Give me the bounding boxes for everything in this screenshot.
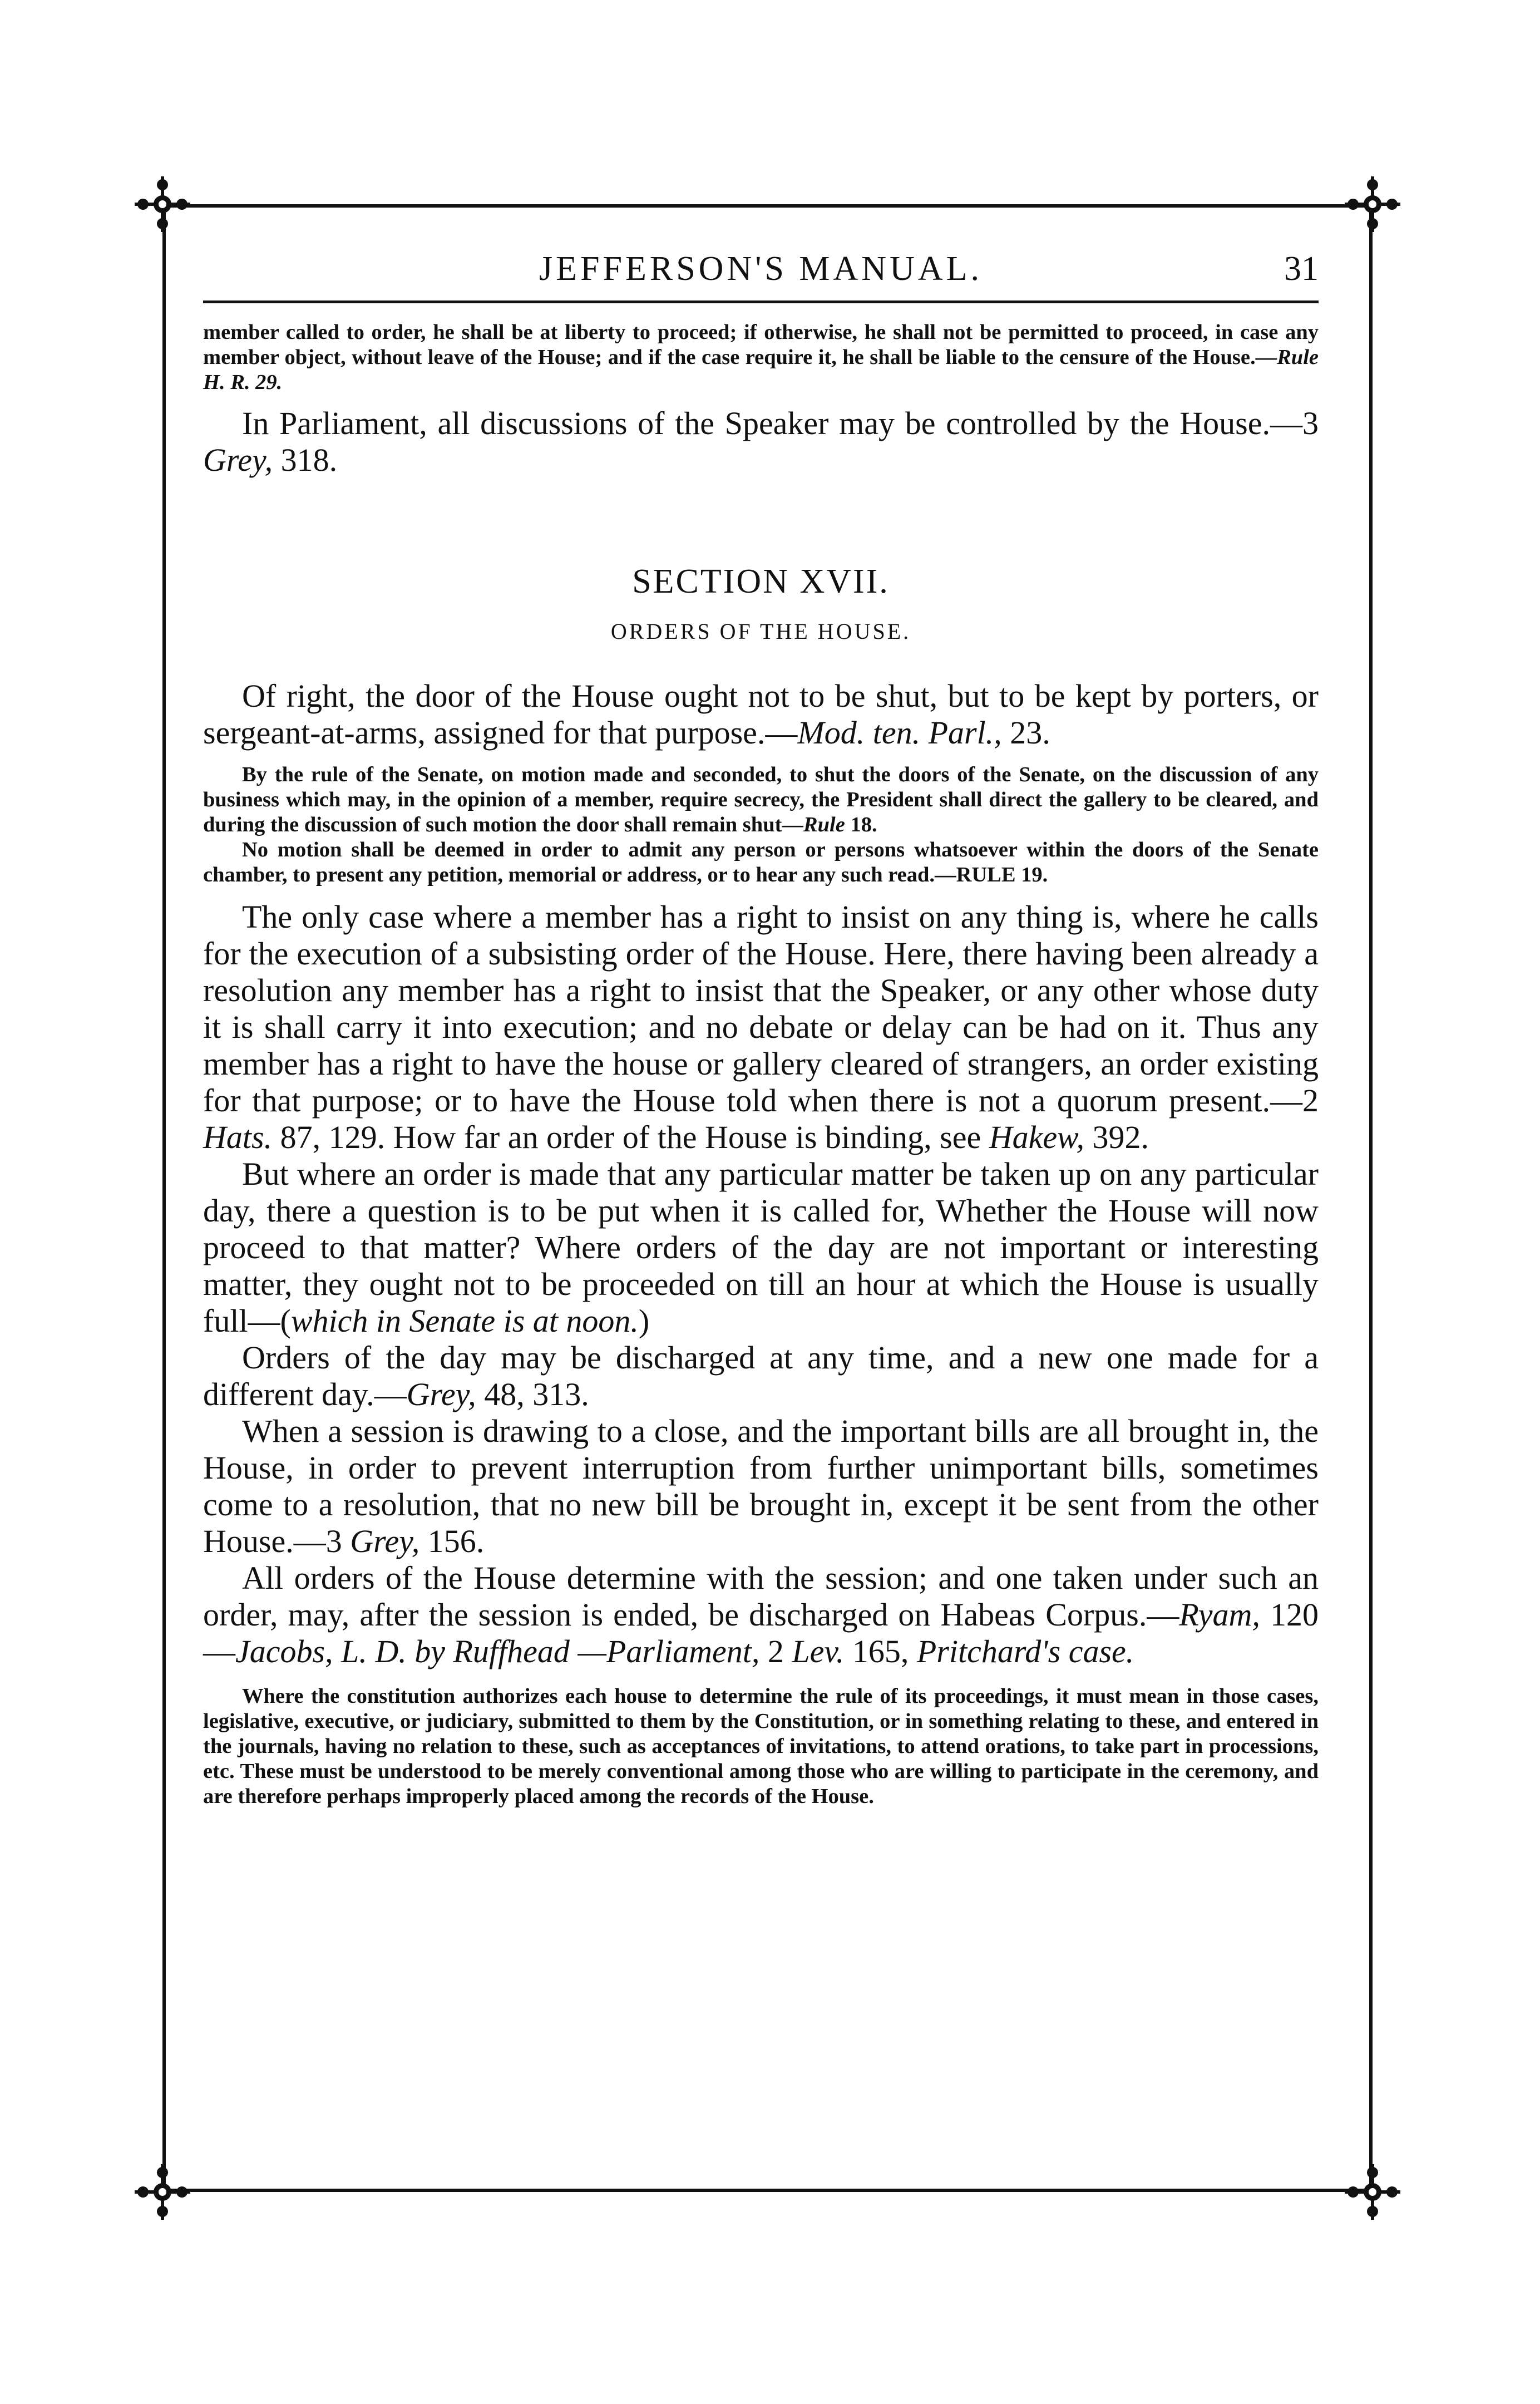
note-text: No motion shall be deemed in order to admit any person or persons whatsoever within the doors of the Senate chamber, to present any petition, memorial or address, or to hear any such read.—: [203, 838, 1319, 886]
page-header: [203, 239, 1319, 303]
corner-ornament-icon: [132, 174, 193, 235]
paragraph-text: Of right, the door of the House ought not to be shut, but to be kept by porters, or sergeant-at-arms, assigned for that purpose.—: [203, 678, 1319, 751]
citation: Jacobs, L. D. by Ruffhead —Parliament,: [235, 1633, 760, 1669]
paragraph-text: All orders of the House determine with the session; and one taken under such an order, may, after the session is ended, be discharged on Habeas Corpus.—: [203, 1560, 1319, 1633]
paragraph-door: [203, 678, 1319, 751]
citation-rest: 18.: [845, 813, 877, 836]
citation-rest: 2: [759, 1633, 792, 1669]
citation: Grey,: [350, 1523, 420, 1559]
paragraph-text: Orders of the day may be discharged at any time, and a new one made for a different day.—: [203, 1339, 1319, 1412]
paragraph-session-close: [203, 1413, 1319, 1560]
corner-ornament-icon: [1342, 2161, 1403, 2223]
citation-rest: 23.: [1001, 715, 1050, 751]
paragraph-habeas-corpus: [203, 1560, 1319, 1670]
corner-ornament-icon: [132, 2161, 193, 2223]
citation: Hakew,: [989, 1119, 1084, 1155]
citation: RULE 19.: [956, 863, 1048, 886]
citation: Mod. ten. Parl.,: [797, 715, 1002, 751]
citation-rest: 165,: [844, 1633, 917, 1669]
border-top-rule: [162, 204, 1373, 208]
note-constitution: [203, 1684, 1319, 1809]
intro-note-citation: Rule H. R. 29.: [203, 346, 1319, 394]
note-text: By the rule of the Senate, on motion made and seconded, to shut the doors of the Senate, on the discussion of any business which may, in the opinion of a member, require secrecy, the President shall direct the gallery to be cleared, and during the discussion of such motion the door shall remain shut—: [203, 763, 1319, 836]
intro-note: [203, 320, 1319, 395]
border-right-rule: [1369, 204, 1373, 2192]
paragraph-discharged: [203, 1339, 1319, 1413]
italic-aside: which in Senate is at noon.: [290, 1303, 639, 1339]
paragraph-parliament: [203, 405, 1319, 479]
citation-rest: 120—: [203, 1597, 1319, 1669]
paragraph-close: ): [638, 1303, 650, 1339]
paragraph-insist: [203, 899, 1319, 1156]
paragraph-text: But where an order is made that any particular matter be taken up on any particular day, there a question is to be put when it is called for, Whether the House will now proceed to that matter? Where orders of the day are not important or interesting matter, they ought not to be proceeded on till an hour at which the House is usually full—(: [203, 1156, 1319, 1339]
note-text: Where the constitution authorizes each house to determine the rule of its proceedings, it must mean in those cases, legislative, executive, or judiciary, submitted to them by the Constitution, or in something relating to these, and entered in the journals, having no relation to these, such as acceptances of invitations, to attend orations, to take part in processions, etc. These must be understood to be merely conventional among those who are willing to participate in the ceremony, and are therefore perhaps improperly placed among the records of the House.: [203, 1684, 1319, 1808]
paragraph-text: The only case where a member has a right to insist on any thing is, where he calls for the execution of a subsisting order of the House. Here, there having been already a resolution any member has a right to insist that the Speaker, or any other whose duty it is shall carry it into execution; and no debate or delay can be had on it. Thus any member has a right to have the house or gallery cleared of strangers, an order existing for that purpose; or to have the House told when there is not a quorum present.—2: [203, 899, 1319, 1119]
citation: Ryam,: [1179, 1597, 1260, 1633]
section-title: SECTION XVII.: [632, 563, 890, 600]
citation: Lev.: [792, 1633, 845, 1669]
paragraph-text-mid: 87, 129. How far an order of the House is binding, see: [272, 1119, 989, 1155]
citation-rest: 156.: [419, 1523, 485, 1559]
note-senate-rule-19: [203, 838, 1319, 888]
citation-rest: 48, 313.: [476, 1376, 589, 1412]
corner-ornament-icon: [1342, 174, 1403, 235]
citation: Grey,: [406, 1376, 476, 1412]
citation: Hats.: [203, 1119, 273, 1155]
citation-rest: 392.: [1084, 1119, 1149, 1155]
citation: Grey,: [203, 442, 273, 478]
paragraph-order-of-day: [203, 1156, 1319, 1339]
citation: Pritchard's case.: [916, 1633, 1134, 1669]
border-bottom-rule: [162, 2189, 1373, 2192]
intro-note-text: member called to order, he shall be at liberty to proceed; if otherwise, he shall not be permitted to proceed, in case any member object, without leave of the House; and if the case require it, he shall be liable to the censure of the House.—: [203, 321, 1319, 369]
page-number: 31: [1284, 250, 1319, 288]
citation: Rule: [803, 813, 845, 836]
page-content: [203, 239, 1319, 1809]
section-subtitle: ORDERS OF THE HOUSE.: [610, 619, 911, 644]
paragraph-text: In Parliament, all discussions of the Speaker may be controlled by the House.—3: [242, 405, 1319, 441]
note-senate-rule-18: [203, 762, 1319, 838]
border-left-rule: [162, 204, 166, 2192]
citation-rest: 318.: [273, 442, 338, 478]
paragraph-text: When a session is drawing to a close, and the important bills are all brought in, the House, in order to prevent interruption from further unimportant bills, sometimes come to a resolution, that no new bill be brought in, except it be sent from the other House.—3: [203, 1413, 1319, 1559]
running-title: JEFFERSON'S MANUAL.: [539, 250, 983, 288]
